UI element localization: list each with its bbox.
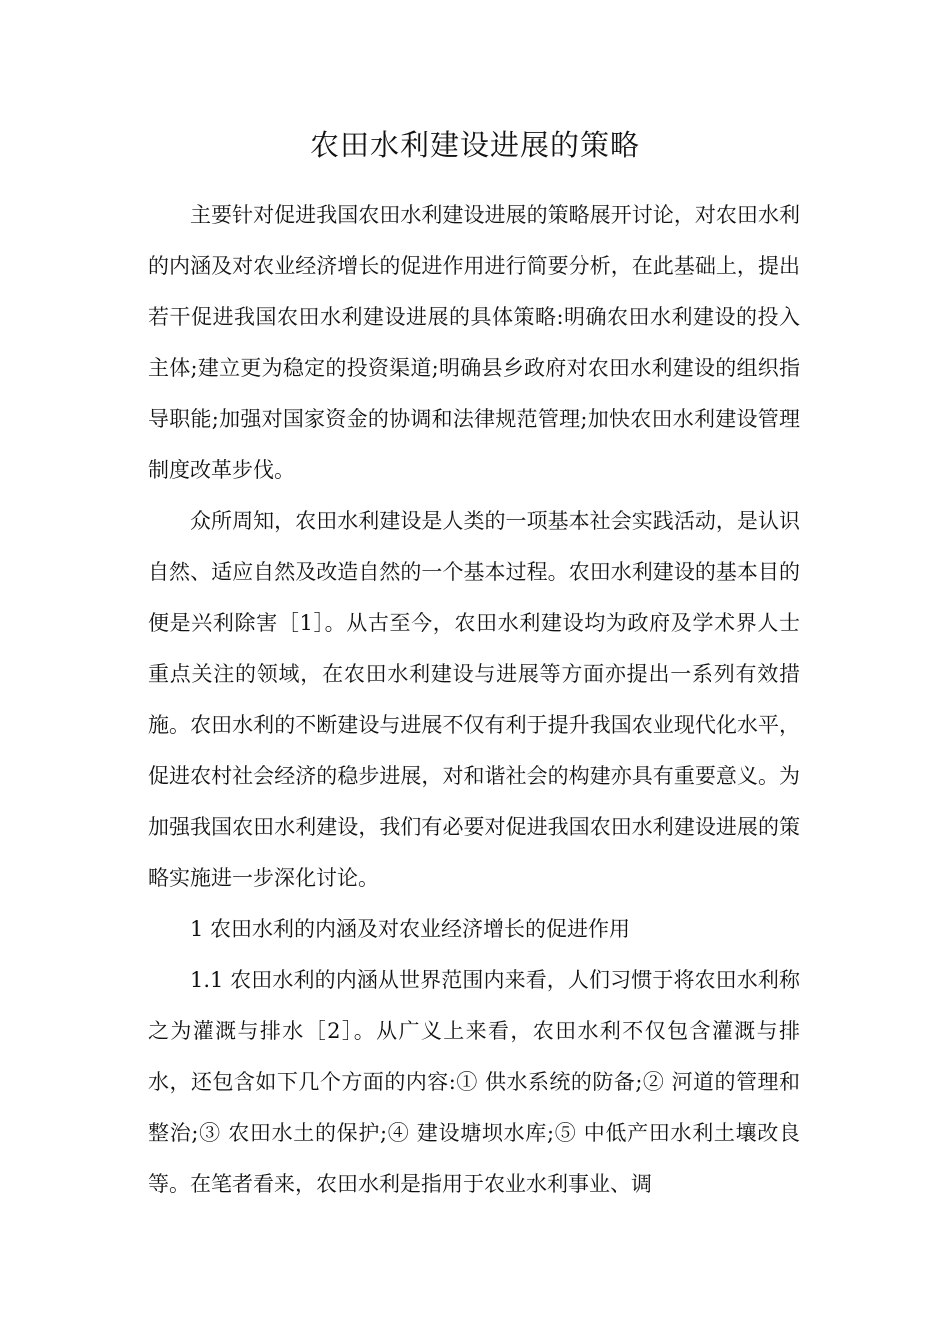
document-body [148,190,800,1210]
abstract-paragraph: 主要针对促进我国农田水利建设进展的策略展开讨论，对农田水利的内涵及对农业经济增长的促进作用进行简要分析，在此基础上，提出若干促进我国农田水利建设进展的具体策略:明确农田水利建设的投入主体;建立更为稳定的投资渠道;明确县乡政府对农田水利建设的组织指导职能;加强对国家资金的协调和法律规范管理;加快农田水利建设管理制度改革步伐。 [148,203,800,482]
subsection-paragraph: 1.1 农田水利的内涵从世界范围内来看，人们习惯于将农田水利称之为灌溉与排水［2］。从广义上来看，农田水利不仅包含灌溉与排水，还包含如下几个方面的内容:① 供水系统的防备;② 河道的管理和整治;③ 农田水土的保护;④ 建设塘坝水库;⑤ 中低产田水利土壤改良等。在笔者看来，农田水利是指用于农业水利事业、调 [148,968,800,1196]
section-heading: 1 农田水利的内涵及对农业经济增长的促进作用 [190,917,631,941]
document-title: 农田水利建设进展的策略 [309,128,640,162]
introduction-paragraph: 众所周知，农田水利建设是人类的一项基本社会实践活动，是认识自然、适应自然及改造自然的一个基本过程。农田水利建设的基本目的便是兴利除害［1］。从古至今，农田水利建设均为政府及学术界人士重点关注的领域，在农田水利建设与进展等方面亦提出一系列有效措施。农田水利的不断建设与进展不仅有利于提升我国农业现代化水平，促进农村社会经济的稳步进展，对和谐社会的构建亦具有重要意义。为加强我国农田水利建设，我们有必要对促进我国农田水利建设进展的策略实施进一步深化讨论。 [148,509,800,890]
